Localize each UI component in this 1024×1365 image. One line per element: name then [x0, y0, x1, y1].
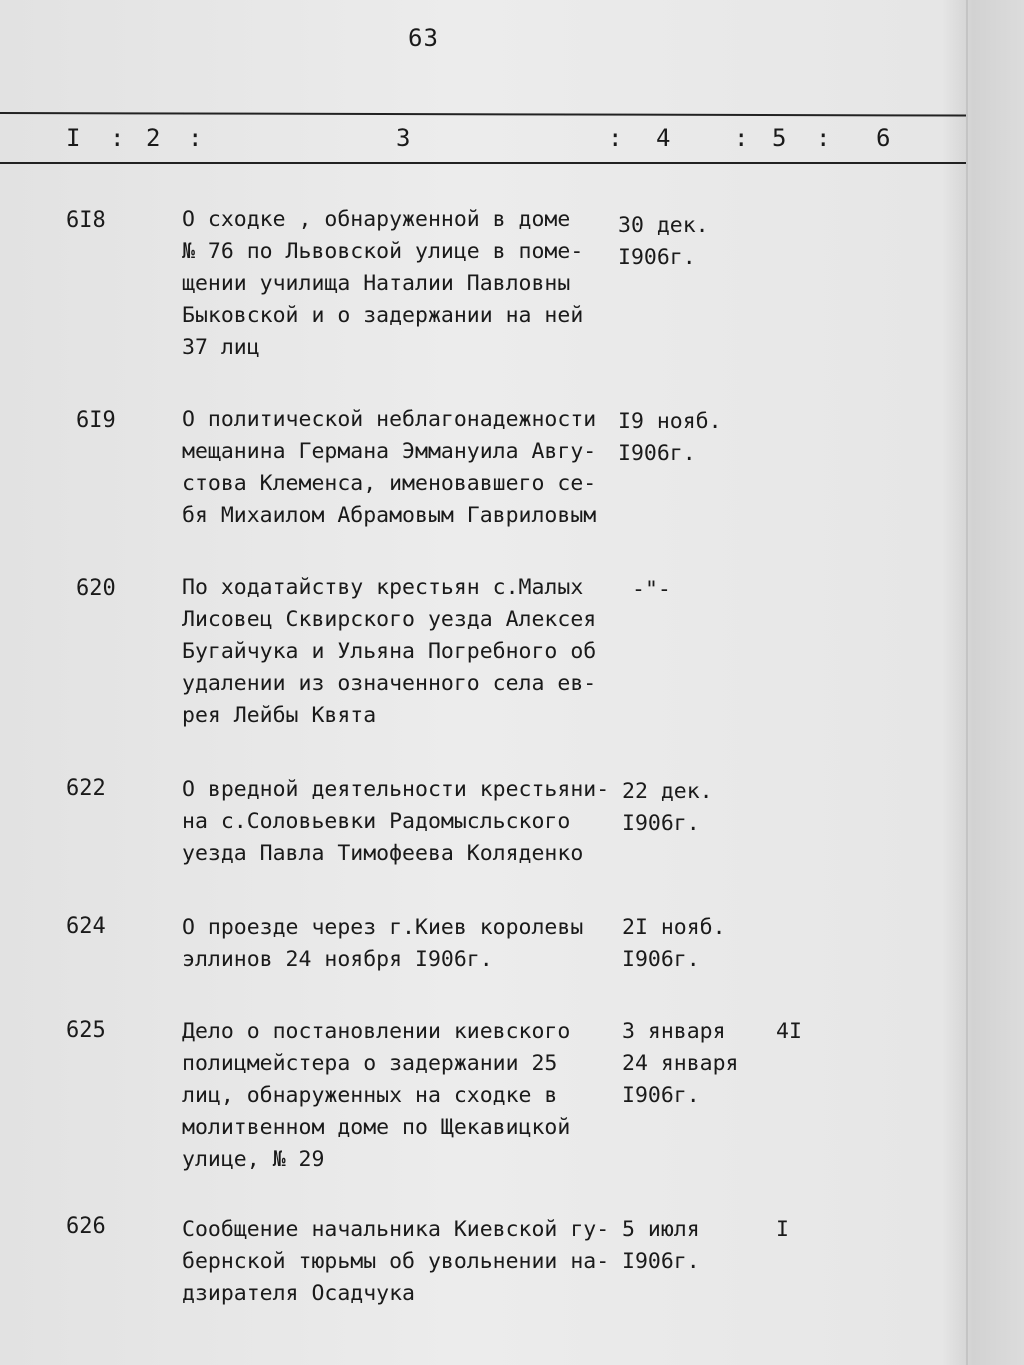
header-col-5: 5: [772, 124, 787, 152]
entry-description: О вредной деятельности крестьяни- на с.Соловьевки Радомысльского уезда Павла Тимофеева Коляденко: [182, 777, 610, 866]
entry-number: 626: [66, 1214, 106, 1239]
header-separator-2: :: [188, 124, 203, 152]
header-col-6: 6: [876, 124, 891, 152]
header-separator-5: :: [816, 124, 831, 152]
entry-number: 6I9: [76, 408, 116, 433]
entry-date: 30 дек. I906г.: [618, 213, 709, 270]
header-bottom-rule: [0, 162, 966, 164]
header-separator-4: :: [734, 124, 749, 152]
header-col-1: I: [66, 124, 81, 152]
entry-date: 3 января 24 января I906г.: [622, 1019, 739, 1108]
header-col-3: 3: [396, 124, 411, 152]
header-separator-3: :: [608, 124, 623, 152]
entry-pages: I: [776, 1217, 789, 1242]
page-edge: [966, 0, 968, 1365]
entry-date: -"-: [632, 577, 671, 602]
header-col-4: 4: [656, 124, 671, 152]
entry-number: 620: [76, 576, 116, 601]
entry-number: 6I8: [66, 208, 106, 233]
header-top-rule: [0, 112, 966, 117]
header-separator-1: :: [110, 124, 125, 152]
entry-description: О политической неблагонадежности мещанина Германа Эммануила Авгу- стова Клеменса, именовавшего се- бя Михаилом Абрамовым Гавриловым: [182, 407, 597, 528]
page-number: 63: [408, 24, 439, 52]
entry-date: 2I нояб. I906г.: [622, 915, 726, 972]
entry-description: По ходатайству крестьян с.Малых Лисовец Сквирского уезда Алексея Бугайчука и Ульяна Погребного об удалении из означенного села ев- рея Лейбы Квята: [182, 575, 597, 728]
entry-date: 22 дек. I906г.: [622, 779, 713, 836]
entry-number: 622: [66, 776, 106, 801]
entry-description: О проезде через г.Киев королевы эллинов 24 ноября I906г.: [182, 915, 584, 972]
entry-description: О сходке , обнаруженной в доме № 76 по Львовской улице в поме- щении училища Наталии Павловны Быковской и о задержании на ней 37 лиц: [182, 207, 584, 360]
entry-date: I9 нояб. I906г.: [618, 409, 722, 466]
entry-pages: 4I: [776, 1019, 802, 1044]
entry-date: 5 июля I906г.: [622, 1217, 700, 1274]
entry-number: 625: [66, 1018, 106, 1043]
entry-description: Сообщение начальника Киевской гу- бернской тюрьмы об увольнении на- дзирателя Осадчука: [182, 1217, 610, 1306]
entry-number: 624: [66, 914, 106, 939]
entry-description: Дело о постановлении киевского полицмейстера о задержании 25 лиц, обнаруженных на сходке в молитвенном доме по Щекавицкой улице, № 29: [182, 1019, 571, 1172]
header-col-2: 2: [146, 124, 161, 152]
